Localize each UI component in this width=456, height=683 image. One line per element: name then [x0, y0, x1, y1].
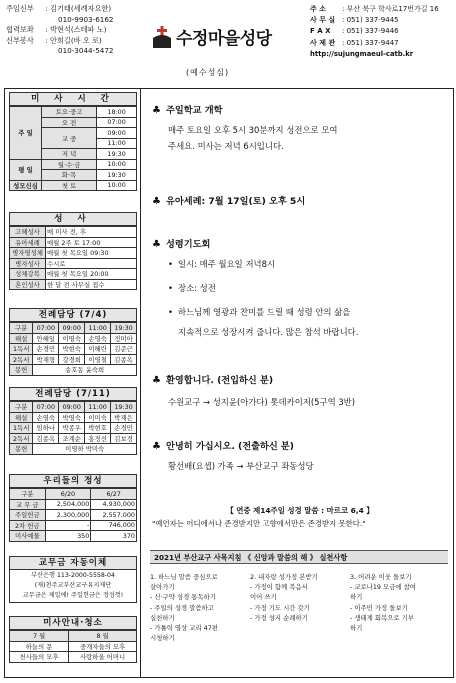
notice-title: ♣ 안녕히 가십시오. (전출하신 분) [152, 441, 294, 452]
club-icon: ♣ [152, 441, 161, 452]
gospel-quote: "예언자는 어디에서나 존경받지만 고향에서만은 존경받지 못한다." [152, 519, 366, 528]
notice-5: ♣ 안녕히 가십시오. (전출하신 분) 황선배(요셉) 가족 → 부산교구 좌동성당 [152, 440, 448, 474]
contact-line: F A X : 051) 337-9446 [310, 27, 399, 36]
website-link[interactable]: http://sujungmaeul-catb.kr [310, 49, 414, 58]
club-icon: ♣ [152, 239, 161, 250]
parish-subtitle: (예수성심) [186, 68, 230, 77]
pastor-info [6, 4, 134, 57]
duty-table: 구분 07:00 09:00 11:00 19:30 해설 안혜일 이명숙 손영숙 정미아 1독서 손경민 박현숙 이혜란 김준근 2독서 박재형 강경희 이영철 김종옥 봉헌 송호동 윤숙희 [9, 322, 137, 376]
info-line: 주임신부 : 김기태(세례자요한) [6, 4, 112, 13]
mass-times-box [9, 92, 137, 191]
column-divider [140, 88, 141, 678]
liturgy-duty-0704 [9, 308, 137, 376]
transfer-title: 교무금 자동이체 [9, 556, 137, 570]
duty-title: 전례담당 (7/11) [9, 387, 137, 401]
bullet-item: • 일시: 매주 월요일 저녁8시 [168, 259, 276, 269]
church-icon [152, 26, 172, 48]
notice-4: ♣ 환영합니다. (전입하신 분) 수원교구 → 성지윤(아가다) 톳데카이저(5구역 3반) [152, 374, 448, 410]
auto-transfer-box [9, 556, 137, 603]
club-icon: ♣ [152, 196, 161, 207]
notice-title: ♣ 성령기도회 [152, 239, 211, 250]
practice-column-1: 1. 하느님 말씀 중심으로 살아가기 - 신·구약 성경 통독하기 - 주일의 성경 말씀하고 실천하기 - 가톨릭 영상 교리 47편 시청하기 [150, 573, 218, 643]
offering-title: 우리들의 정성 [9, 474, 137, 488]
mass-guide-box [9, 616, 137, 663]
club-icon: ♣ [152, 105, 161, 116]
mass-times-table: 주 일 토요·중고 18:00 오 전 07:00 교 중 09:00 11:00 저 녁 19:30 평 일 월·수·금 10:00 화·목 19:30 성모신심 첫 토 10:00 [9, 106, 137, 191]
gospel-reference: 【 연중 제14주일 성경 말씀 : 마르코 6,4 】 [226, 506, 374, 515]
notice-3: ♣ 성령기도회 • 일시: 매주 월요일 저녁8시 • 장소: 성전 • 하느님께 영광과 찬미를 드릴 때 성령 안의 삶을 지속적으로 성장시켜 줍니다. 많은 참석 바랍니다. [152, 238, 448, 340]
contact-info [310, 4, 454, 60]
info-line: 신부봉사 : 안희길(바 오 로) [6, 35, 102, 45]
sacraments-box [9, 212, 137, 290]
sacraments-title: 성 사 [9, 212, 137, 226]
gospel-box [152, 504, 448, 531]
bullet-item: • 장소: 성전 [168, 283, 216, 293]
practice-column-3: 3. 어려운 이웃 돌보기 - 코로나19 모금에 참여 하기 - 이주민 가정 돌보기 - 생태계 회복으로 기부 하기 [350, 573, 416, 633]
sacraments-table: 고해성사 매 미사 전, 후 유아세례 매월 2주 토 17:00 병자영성체 매월 첫 목요일 09:30 병자성사 수시로 성체강복 매월 첫 목요일 20:00 혼인성사 한 달 전 사무실 접수 [9, 226, 137, 290]
mass-times-title: 미 사 시 간 [9, 92, 137, 106]
notice-title: ♣ 주일학교 개학 [152, 105, 223, 116]
transfer-info: 부산은행 113-2000-5558-04 (재)천주교부산교구유지재단 교무금은 제일에! 주일헌금은 정성껏! [9, 570, 137, 603]
guide-table: 7 월 8 월 하늘의 문 중개자들의 모후 천사들의 모후 사랑하올 어머니 [9, 630, 137, 663]
practice-column-2: 2. 내자랑 성가정 본받기 - 가정이 함께 복음서 이어 쓰기 - 가정 기도 시간 갖기 - 가정 성지 순례하기 [250, 573, 318, 622]
notice-title: ♣ 유아세례: 7월 17일(토) 오후 5시 [152, 196, 306, 207]
parish-name: 수정마을성당 [176, 29, 272, 49]
liturgy-duty-0711 [9, 387, 137, 455]
contact-line: 사 무 실 : 051) 337-9445 [310, 16, 399, 25]
contact-line: 사 제 관 : 051) 337-9447 [310, 38, 399, 47]
duty-title: 전례담당 (7/4) [9, 308, 137, 322]
guide-title: 미사안내·청소 [9, 616, 137, 630]
notice-2 [152, 195, 448, 209]
pastoral-theme-bar: 2021년 부산교구 사목지침 《 신앙과 말씀의 해 》 실천사항 [150, 550, 448, 564]
parish-logo [148, 22, 288, 52]
info-line: 010-3044-5472 [58, 46, 114, 56]
practice-columns [150, 572, 448, 672]
notice-1: ♣ 주일학교 개학 매주 토요일 오후 5시 30분까지 성전으로 모여 주세요. 미사는 저녁 6시입니다. [152, 104, 448, 154]
club-icon: ♣ [152, 375, 161, 386]
notice-title: ♣ 환영합니다. (전입하신 분) [152, 375, 274, 386]
offering-box [9, 474, 137, 542]
contact-line: 주 소 : 부산 북구 학사로17번가길 16 [310, 5, 439, 13]
duty-table: 구분 07:00 09:00 11:00 19:30 해설 손영숙 박영숙 이미숙 박재은 1독서 임하나 박종우 박현호 손경민 2독서 김종옥 조계순 홍정선 김보경 봉헌 이영하 박미숙 [9, 401, 137, 455]
info-line: 협력보좌 : 박현석(스테파 노) [6, 25, 107, 35]
bullet-item: • 하느님께 영광과 찬미를 드릴 때 성령 안의 삶을 [168, 307, 351, 317]
offering-table: 구분 6/20 6/27 교 무 금 2,504,000 4,930,000 주일헌금 2,300,000 2,557,000 2차 헌금 - 746,000 미사예물 350 370 [9, 488, 137, 542]
info-line: 010-9903-6162 [58, 14, 114, 24]
